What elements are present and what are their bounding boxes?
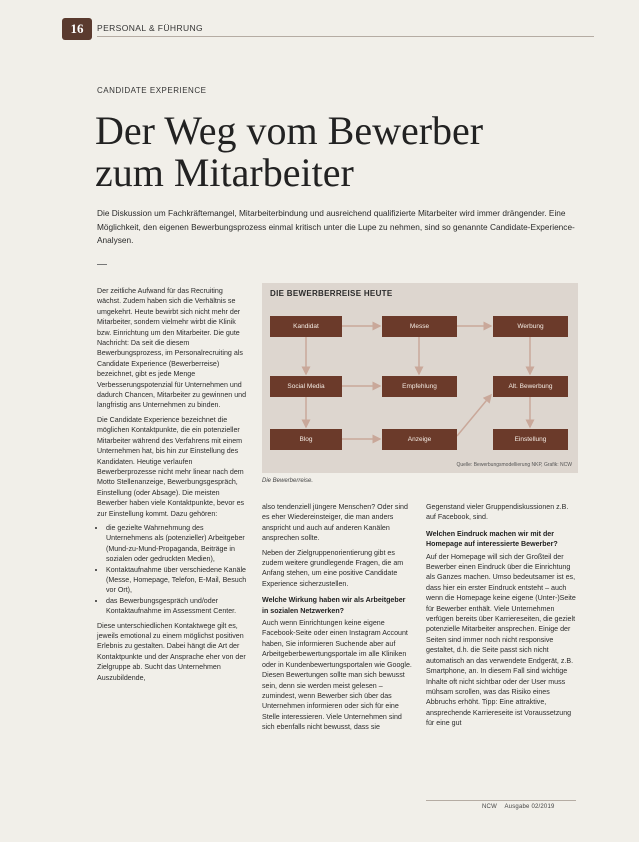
node-empfehlung: Empfehlung: [382, 376, 457, 397]
list-item: • die gezielte Wahrnehmung des Unternehmens als (potenzieller) Arbeitgeber (Mund-zu-Mund-Propaganda, Beiträge in sozialen oder gedruckten Medien),: [106, 523, 247, 565]
node-kandidat: Kandidat: [270, 316, 342, 337]
contact-points-list: [97, 523, 247, 617]
node-werbung: Werbung: [493, 316, 568, 337]
text-column-right: [426, 502, 576, 733]
paragraph: Die Candidate Experience bezeichnet die möglichen Kontaktpunkte, die ein potenzieller Mitarbeiter während des Verfahrens mit einem Unternehmen hat, bis hin zur Einstellung des Kandidaten. Heutige verlaufen Bewerberprozesse nicht mehr linear nach dem Motto Stellenanzeige, Bewerbungsgespräch, Einstellung (oder Absage). Die meisten Bewerber haben viele Kontaktpunkte, bevor es zur Einstellung kommt. Dazu gehören:: [97, 415, 245, 518]
paragraph: Gegenstand vieler Gruppendiskussionen z.B. auf Facebook, sind.: [426, 503, 569, 522]
text-column-left: [97, 286, 247, 687]
list-item: • Kontaktaufnahme über verschiedene Kanäle (Messe, Homepage, Telefon, E-Mail, Besuch vor Ort),: [106, 565, 247, 596]
footer-divider: [426, 800, 576, 801]
node-social-media: Social Media: [270, 376, 342, 397]
paragraph: Diese unterschiedlichen Kontaktwege gilt es, jeweils emotional zu einem möglichst positiven Erlebnis zu gestalten. Dabei hängt die Art der Kontaktpunkte und der Ansprache eher von der Zielgruppe ab. Sucht das Unternehmen Auszubildende,: [97, 621, 246, 682]
title-line-2: zum Mitarbeiter: [95, 150, 354, 195]
diagram-title: DIE BEWERBERREISE HEUTE: [270, 289, 393, 298]
subheading: Welchen Eindruck machen wir mit der Homepage auf interessierte Bewerber?: [426, 529, 558, 549]
paragraph: Auch wenn Einrichtungen keine eigene Facebook-Seite oder einen Instagram Account haben, Sie informieren Suchende aber auf Arbeitgeberbewertungsportale im alle Kliniken oder in Kundenbewertungsportalen wie Google. Diesen Bewertungen sollte man sich bewusst sein, denn sie werden meist gelesen – zumindest, wenn Bewerber sich über das Unternehmen informieren oder sich für eine Stelle interessieren. Viele Unternehmen sind sich ebenfalls nicht bewusst, dass sie: [262, 619, 412, 732]
node-blog: Blog: [270, 429, 342, 450]
page-footer: [482, 804, 561, 810]
article-kicker: CANDIDATE EXPERIENCE: [97, 86, 207, 95]
node-anzeige: Anzeige: [382, 429, 457, 450]
node-einstellung: Einstellung: [493, 429, 568, 450]
intro-dash: [97, 264, 107, 265]
section-label: PERSONAL & FÜHRUNG: [97, 23, 204, 33]
diagram-caption: Die Bewerberreise.: [262, 478, 314, 484]
footer-issue: Ausgabe 02/2019: [504, 804, 555, 810]
list-item: • das Bewerbungsgespräch und/oder Kontaktaufnahme im Assessment Center.: [106, 596, 247, 617]
title-line-1: Der Weg vom Bewerber: [95, 108, 484, 153]
article-title: [95, 110, 575, 194]
paragraph: also tendenziell jüngere Menschen? Oder sind es eher Wiedereinsteiger, die man anders anspricht und auch auf anderen Kanälen ansprechen sollte.: [262, 503, 408, 543]
subheading: Welche Wirkung haben wir als Arbeitgeber in sozialen Netzwerken?: [262, 596, 406, 615]
candidate-journey-diagram: [262, 283, 578, 473]
header-divider: [97, 36, 594, 37]
node-bewerbung: Alt. Bewerbung: [493, 376, 568, 397]
page-number-badge: 16: [62, 18, 92, 40]
arrow: [457, 395, 491, 436]
node-messe: Messe: [382, 316, 457, 337]
text-column-middle: [262, 502, 412, 737]
paragraph: Auf der Homepage will sich der Großteil der Bewerber einen Eindruck über die Einrichtung als Ganzes machen. Umso bedeutsamer ist es, dass hier ein erster Eindruck entsteht – auch wenn die Homepage keine eigene (Unter-)Seite für Bewerber enthält. Viele Unternehmen verfügen bereits über Karriereseiten, die gezielt potenzielle Mitarbeiter ansprechen. Einige der Seiten sind immer noch nicht responsive gestaltet, d.h. die Seite passt sich nicht automatisch an das verwendete Endgerät, z.B. Smartphone, an. In diesem Fall sind wichtige Inhalte oft nicht sichtbar oder der User muss mühsam scrollen, was das Risiko eines Abbruchs erhöht. Tipp: Eine attraktive, ansprechende Karriereseite ist Voraussetzung für eine gut: [426, 552, 576, 728]
paragraph: Neben der Zielgruppenorientierung gibt es zudem weitere grundlegende Fragen, die am Anfang stehen, um eine positive Candidate Experience sicherzustellen.: [262, 548, 404, 588]
diagram-source: Quelle: Bewerbungsmodellierung NKP, Grafik: NCW: [456, 462, 572, 468]
paragraph: Der zeitliche Aufwand für das Recruiting wächst. Zudem haben sich die Verhältnis se umgekehrt. Heute bewirbt sich nicht mehr der Mitarbeiter, sondern vielmehr wirbt die Klinik bzw. Einrichtung um den Mitarbeiter. Die gute Nachricht: Da seit die diesem Bewerbungsprozess, im Personalrecruiting als Candidate Experience (Bewerberreise) bezeichnet, gibt es jede Menge Verbesserungspotenzial für Unternehmen und dadurch Chancen, Mitarbeiter zu gewinnen und langfristig ans Unternehmen zu binden.: [97, 287, 247, 410]
article-lead: Die Diskussion um Fachkräftemangel, Mitarbeiterbindung und ausreichend qualifizierte Mitarbeiter wird immer drängender. Eine Möglichkeit, den eigenen Bewerbungsprozess einmal kritisch unter die Lupe zu nehmen, sind so genannte Candidate-Experience-Analysen.: [97, 208, 575, 245]
footer-magazine: NCW: [482, 804, 497, 810]
